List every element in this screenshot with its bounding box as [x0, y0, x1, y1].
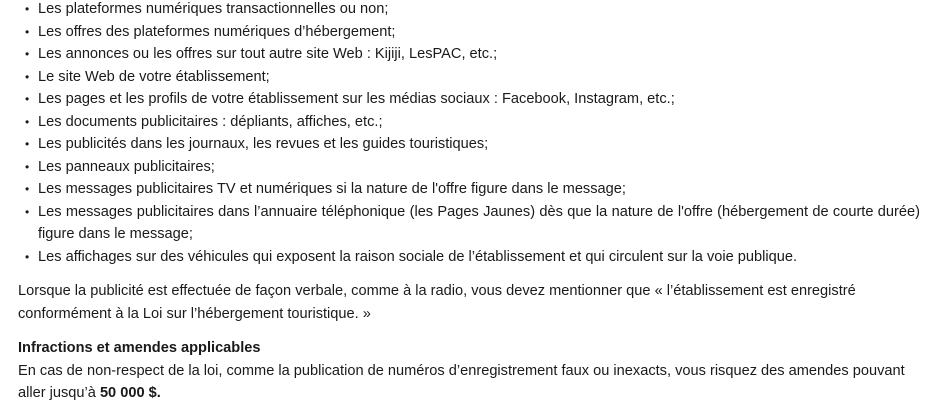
list-item: • Les pages et les profils de votre établissement sur les médias sociaux : Facebook, Instagram, etc.; [18, 88, 920, 111]
infractions-paragraph [18, 360, 920, 405]
infractions-heading: Infractions et amendes applicables [18, 340, 261, 356]
bullet-icon: • [25, 24, 30, 39]
bullet-icon: • [25, 114, 30, 129]
list-item: • Les annonces ou les offres sur tout autre site Web : Kijiji, LesPAC, etc.; [18, 43, 920, 66]
bullet-icon: • [25, 2, 30, 16]
bullet-icon: • [25, 47, 30, 61]
bullet-icon: • [25, 249, 30, 264]
list-item: • Les documents publicitaires : dépliants, affiches, etc.; [18, 111, 920, 134]
list-item: • Les messages publicitaires dans l’annuaire téléphonique (les Pages Jaunes) dès que la nature de l'offre (hébergement de courte durée) figure dans le message; [18, 201, 920, 246]
infractions-text: En cas de non-respect de la loi, comme la publication de numéros d’enregistrement faux ou inexacts, vous risquez des amendes pouvant aller jusqu’à [18, 362, 905, 401]
bullet-icon: • [25, 137, 30, 151]
bullet-icon: • [25, 204, 30, 219]
list-item: • Les messages publicitaires TV et numériques si la nature de l'offre figure dans le message; [18, 178, 920, 201]
list-item: • Les publicités dans les journaux, les revues et les guides touristiques; [18, 133, 920, 156]
list-item: • Les panneaux publicitaires; [18, 156, 920, 179]
fine-amount: 50 000 $. [99, 385, 161, 401]
document-body [18, 0, 920, 405]
bullet-icon: • [25, 92, 30, 106]
bullet-icon: • [25, 159, 30, 174]
list-item: • Les plateformes numériques transactionnelles ou non; [18, 0, 920, 21]
advertising-media-list [18, 0, 920, 268]
list-item: • Les affichages sur des véhicules qui exposent la raison sociale de l’établissement et qui circulent sur la voie publique. [18, 246, 920, 269]
verbal-advertising-paragraph: Lorsque la publicité est effectuée de façon verbale, comme à la radio, vous devez mentionner que « l’établissement est enregistré conformément à la Loi sur l’hébergement touristique. » [18, 283, 856, 322]
list-item: • Les offres des plateformes numériques d’hébergement; [18, 21, 920, 44]
bullet-icon: • [25, 182, 30, 196]
bullet-icon: • [25, 69, 30, 84]
list-item: • Le site Web de votre établissement; [18, 66, 920, 89]
